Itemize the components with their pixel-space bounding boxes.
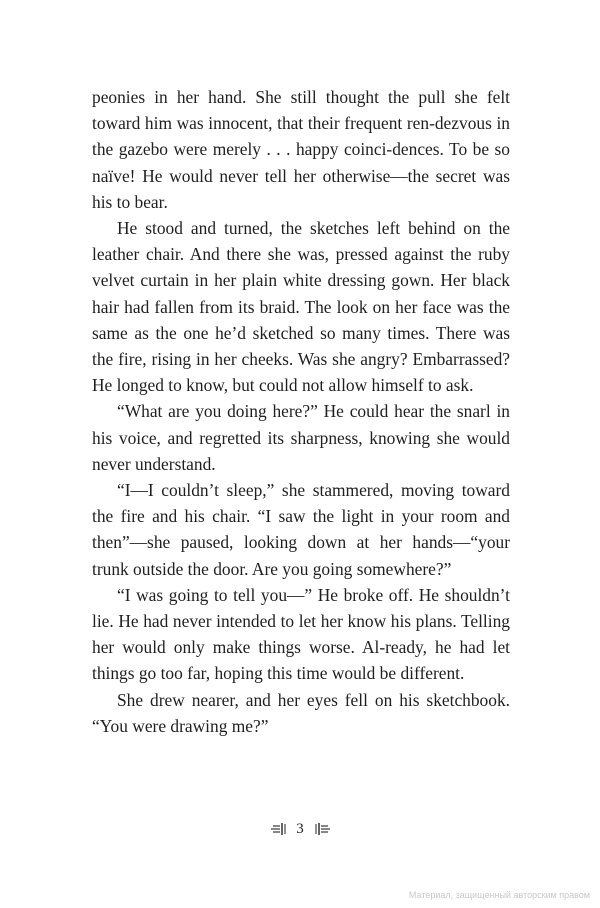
paragraph-4: “I—I couldn’t sleep,” she stammered, moving toward the fire and his chair. “I saw the light in your room and then”—she paused, looking down at her hands—“your trunk outside the door. Are you going somewhere?” — [92, 480, 510, 579]
paragraph-6: She drew nearer, and her eyes fell on his sketchbook. “You were drawing me?” — [92, 689, 510, 736]
copyright-watermark: Материал, защищенный авторским правом — [408, 890, 590, 900]
paragraph-5: “I was going to tell you—” He broke off. He shouldn’t lie. He had never intended to let her know his plans. Telling her would only make things worse. Al-ready, he had let things go too far, hoping this time would be different. — [92, 584, 510, 684]
paragraph-1: peonies in her hand. She still thought the pull she felt toward him was innocent, that their frequent ren-dezvous in the gazebo were merely . . . happy coinci-dences. To be so naïve! He would never tell her otherwise—the secret was his to bear. — [92, 87, 510, 212]
paragraph-2: He stood and turned, the sketches left behind on the leather chair. And there she was, pressed against the ruby velvet curtain in her plain white dressing gown. Her black hair had fallen from its braid. The look on her face was the same as the one he’d sketched so many times. There was the fire, rising in her cheeks. Was she angry? Embarrassed? He longed to know, but could not allow himself to ask. — [92, 218, 510, 396]
paragraph-3: “What are you doing here?” He could hear the snarl in his voice, and regretted its sharpness, knowing she would never understand. — [92, 401, 510, 474]
page-number: 3 — [296, 820, 304, 837]
page-footer — [0, 818, 600, 839]
left-ornament-icon — [269, 822, 287, 836]
right-ornament-icon — [314, 822, 332, 836]
body-text — [92, 84, 510, 739]
